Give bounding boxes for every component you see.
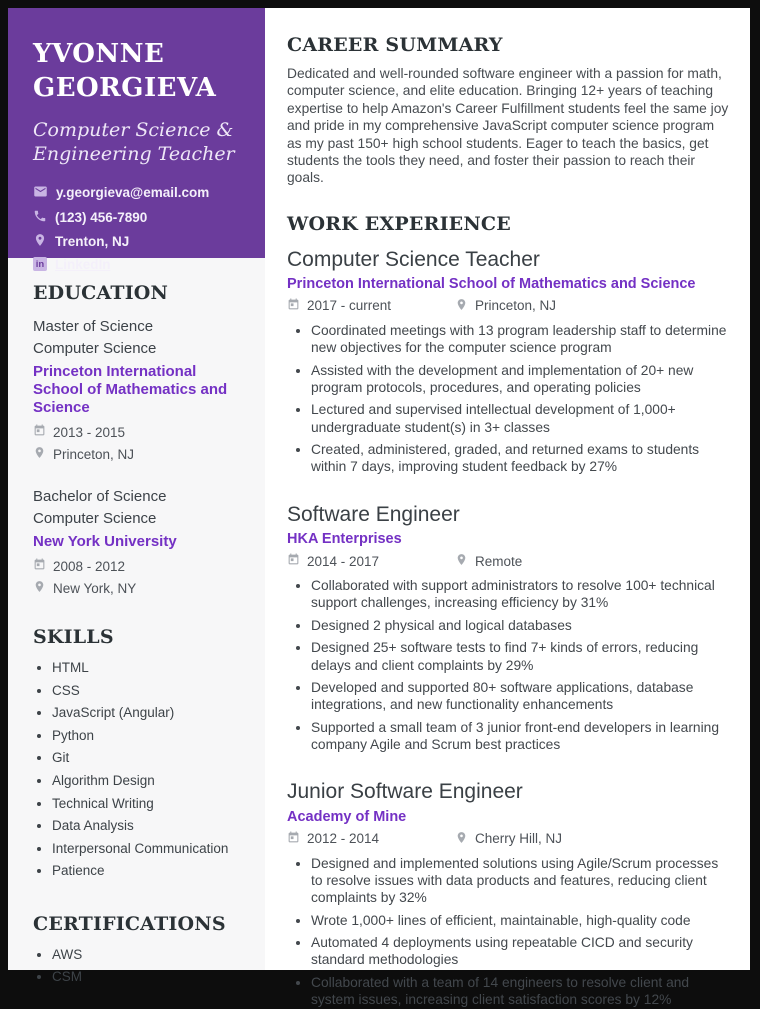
education-dates-row [33, 424, 249, 440]
job-title: Software Engineer [287, 502, 460, 526]
job-location: Remote [475, 553, 523, 569]
job-bullet: • Wrote 1,000+ lines of efficient, maintainable, high-quality code [311, 912, 732, 929]
job-location-group [455, 553, 522, 569]
location-icon [33, 580, 46, 596]
education-location-row [33, 580, 249, 596]
education-location: New York, NY [53, 580, 137, 596]
certification-item: • CSM [52, 967, 249, 987]
company-name: HKA Enterprises [287, 531, 402, 547]
skill-item: • Interpersonal Communication [52, 839, 249, 859]
skill-item: • Python [52, 726, 249, 746]
email-icon [33, 184, 48, 202]
job-dates: 2017 - current [307, 298, 392, 314]
contact-phone-row [33, 209, 247, 226]
education-item [33, 486, 249, 596]
certifications-list [52, 945, 249, 987]
job-location: Cherry Hill, NJ [475, 831, 563, 847]
skills-section [33, 626, 249, 881]
contact-email: y.georgieva@email.com [56, 185, 210, 201]
job-title: Computer Science Teacher [287, 247, 540, 271]
skills-heading: SKILLS [33, 626, 114, 649]
resume-page [8, 8, 750, 1008]
education-field: Computer Science [33, 510, 157, 528]
job-bullet: • Collaborated with a team of 14 engineers to resolve client and system issues, increasing client satisfaction scores by 12% [311, 974, 732, 1009]
education-degree: Master of Science [33, 318, 154, 335]
skill-item: • Algorithm Design [52, 771, 249, 791]
contact-location-row [33, 233, 247, 250]
job-bullet-list [311, 577, 732, 753]
education-heading: EDUCATION [33, 282, 169, 304]
linkedin-icon: in [33, 257, 47, 271]
job-location-group [455, 831, 562, 847]
job-dates: 2012 - 2014 [307, 831, 380, 847]
header-banner [8, 8, 265, 272]
job-entry [287, 779, 732, 1008]
job-dates-group [287, 298, 455, 314]
education-school: New York University [33, 532, 177, 550]
job-bullet: • Lectured and supervised intellectual development of 1,000+ undergraduate student(s) in 3+ classes [311, 401, 732, 436]
education-location-row [33, 446, 249, 462]
education-dates: 2013 - 2015 [53, 424, 126, 440]
job-bullet: • Designed 2 physical and logical databases [311, 617, 732, 634]
contact-email-row [33, 184, 247, 202]
sidebar-body [8, 258, 265, 990]
location-icon [455, 831, 468, 847]
certifications-section [33, 913, 249, 987]
skill-item: • JavaScript (Angular) [52, 703, 249, 723]
job-bullet: • Created, administered, graded, and returned exams to students within 7 days, improving student feedback by 27% [311, 441, 732, 476]
job-bullet: • Designed and implemented solutions using Agile/Scrum processes to resolve issues with data products and features, reducing client complaints by 32% [311, 855, 732, 907]
calendar-icon [33, 558, 46, 574]
skill-item: • CSS [52, 681, 249, 701]
company-name: Princeton International School of Mathematics and Science [287, 275, 696, 292]
education-location: Princeton, NJ [53, 446, 135, 462]
job-bullet: • Assisted with the development and implementation of 20+ new program protocols, procedures, and operating policies [311, 362, 732, 397]
job-dates-group [287, 831, 455, 847]
skill-item: • Git [52, 748, 249, 768]
main-column [265, 8, 750, 1008]
education-degree: Bachelor of Science [33, 488, 167, 506]
education-field: Computer Science [33, 339, 157, 357]
job-location-group [455, 298, 556, 314]
job-entry [287, 502, 732, 754]
person-name: YVONNE GEORGIEVA [33, 39, 217, 103]
job-bullet: • Supported a small team of 3 junior front-end developers in learning company Agile and Scrum best practices [311, 719, 732, 754]
career-summary-heading: CAREER SUMMARY [287, 34, 503, 56]
job-title: Junior Software Engineer [287, 780, 523, 804]
job-bullet-list [311, 855, 732, 1009]
location-icon [455, 553, 468, 569]
linkedin-link[interactable]: LinkedIn [55, 256, 111, 272]
job-location: Princeton, NJ [475, 298, 557, 314]
job-bullet: • Designed 25+ software tests to find 7+ kinds of errors, reducing delays and client complaints by 29% [311, 639, 732, 674]
education-dates: 2008 - 2012 [53, 558, 126, 574]
skill-item: • HTML [52, 658, 249, 678]
person-title: Computer Science & Engineering Teacher [33, 118, 235, 166]
calendar-icon [287, 553, 300, 569]
job-bullet: • Coordinated meetings with 13 program leadership staff to determine new objectives for the computer science program [311, 322, 732, 357]
job-bullet: • Collaborated with support administrators to resolve 100+ technical support challenges, increasing efficiency by 31% [311, 577, 732, 612]
job-dates-group [287, 553, 455, 569]
company-name: Academy of Mine [287, 808, 407, 825]
calendar-icon [33, 424, 46, 440]
skill-item: • Patience [52, 861, 249, 881]
skill-item: • Technical Writing [52, 794, 249, 814]
location-icon [455, 298, 468, 314]
location-icon [33, 233, 47, 250]
job-meta-row [287, 831, 732, 847]
career-summary-text: Dedicated and well-rounded software engineer with a passion for math, computer science, and elite education. Bringing 12+ years of teaching expertise to help Amazon's Career Fulfillment students feel the same joy and pride in my comprehensive JavaScript computer science program as my past 150+ high school students. Eager to teach the basics, get students the tools they need, and foster their passion to reach their goals. [287, 66, 729, 186]
certification-item: • AWS [52, 945, 249, 965]
phone-icon [33, 209, 47, 226]
job-meta-row [287, 298, 732, 314]
job-meta-row [287, 553, 732, 569]
job-dates: 2014 - 2017 [307, 553, 380, 569]
calendar-icon [287, 298, 300, 314]
job-bullet-list [311, 322, 732, 476]
calendar-icon [287, 831, 300, 847]
sidebar [8, 8, 265, 985]
contact-phone: (123) 456-7890 [55, 209, 148, 225]
certifications-heading: CERTIFICATIONS [33, 912, 226, 935]
work-experience-heading: WORK EXPERIENCE [287, 212, 511, 235]
job-bullet: • Developed and supported 80+ software applications, database integrations, and new functionality enhancements [311, 679, 732, 714]
education-school: Princeton International School of Mathematics and Science [33, 362, 228, 417]
education-item [33, 316, 249, 462]
contact-location: Trenton, NJ [55, 233, 130, 249]
job-bullet: • Automated 4 deployments using repeatable CICD and security standard methodologies [311, 934, 732, 969]
skill-item: • Data Analysis [52, 816, 249, 836]
job-entry [287, 247, 732, 476]
education-dates-row [33, 558, 249, 574]
skills-list [52, 658, 249, 881]
location-icon [33, 446, 46, 462]
